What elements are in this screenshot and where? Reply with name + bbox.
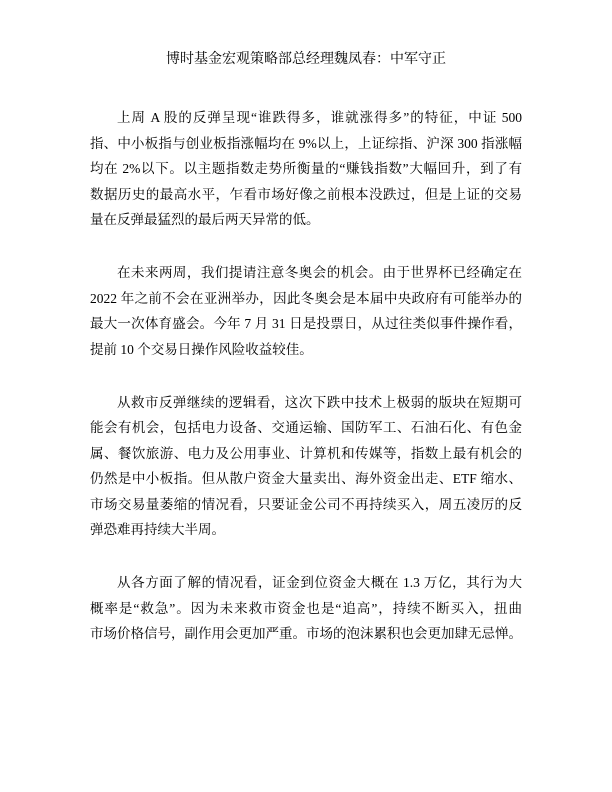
paragraph-line: 量在反弹最猛烈的最后两天异常的低。 <box>90 212 320 227</box>
paragraph-line: 从各方面了解的情况看，证金到位资金大概在 1.3 万亿，其行为大 <box>117 575 522 590</box>
paragraph-line: 从救市反弹继续的逻辑看，这次下跌中技术上极弱的版块在短期可 <box>117 394 522 410</box>
paragraph-line: 仍然是中小板指。但从散户资金大量卖出、海外资金出走、ETF 缩水、 <box>90 471 522 486</box>
paragraph-line: 2022 年之前不会在亚洲举办，因此冬奥会是本届中央政府有可能举办的 <box>90 290 522 306</box>
paragraph-line: 能会有机会，包括电力设备、交通运输、国防军工、石油石化、有色金 <box>90 420 522 435</box>
paragraph-line: 数据历史的最高水平，乍看市场好像之前根本没跌过，但是上证的交易 <box>90 186 522 202</box>
paragraph-line: 市场价格信号，副作用会更加严重。市场的泡沫累积也会更加肆无忌惮。 <box>90 626 522 641</box>
paragraph-line: 概率是“救急”。因为未来救市资金也是“追高”，持续不断买入，扭曲 <box>90 600 522 616</box>
document-title: 博时基金宏观策略部总经理魏凤春：中军守正 <box>166 52 446 67</box>
paragraph-line: 指、中小板指与创业板指涨幅均在 9%以上，上证综指、沪深 300 指涨幅 <box>90 135 522 151</box>
paragraph <box>90 390 522 543</box>
paragraph-line: 上周 A 股的反弹呈现“谁跌得多，谁就涨得多”的特征，中证 500 <box>117 110 522 125</box>
paragraph <box>90 260 522 362</box>
paragraph-line: 在未来两周，我们提请注意冬奥会的机会。由于世界杯已经确定在 <box>117 265 522 280</box>
paragraph-line: 均在 2%以下。以主题指数走势所衡量的“赚钱指数”大幅回升，到了有 <box>90 161 522 176</box>
paragraph <box>90 105 522 233</box>
paragraph <box>90 570 522 647</box>
paragraph-line: 弹恐难再持续大半周。 <box>90 522 225 537</box>
document-body <box>90 105 522 674</box>
paragraph-line: 提前 10 个交易日操作风险收益较佳。 <box>90 341 313 357</box>
paragraph-line: 最大一次体育盛会。今年 7 月 31 日是投票日，从过往类似事件操作看， <box>90 316 522 331</box>
paragraph-line: 市场交易量萎缩的情况看，只要证金公司不再持续买入，周五凌厉的反 <box>90 496 522 512</box>
paragraph-line: 属、餐饮旅游、电力及公用事业、计算机和传媒等，指数上最有机会的 <box>90 445 522 461</box>
